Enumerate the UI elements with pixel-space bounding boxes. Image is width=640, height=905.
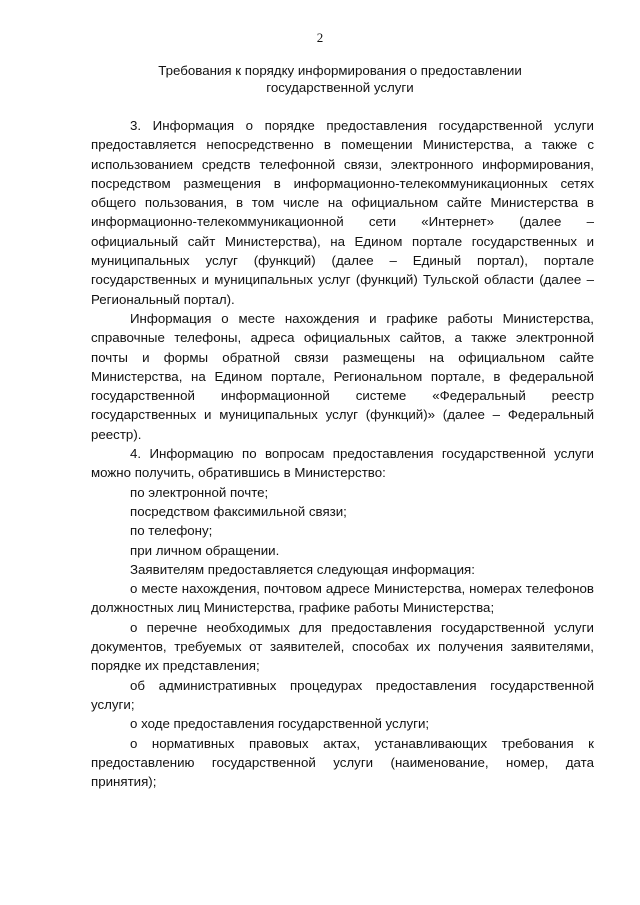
list-item-document-list: о перечне необходимых для предоставления государственной услуги документов, требуемых от заявителей, способах их получения заявителями, порядке их представления; bbox=[91, 619, 594, 674]
section-heading-line-2: государственной услуги bbox=[266, 80, 414, 95]
paragraph-info-intro: Заявителям предоставляется следующая информация: bbox=[130, 561, 475, 577]
list-item-legal-acts: о нормативных правовых актах, устанавливающих требования к предоставлению государственной услуги (наименование, номер, дата принятия); bbox=[91, 735, 594, 790]
list-item-location-address: о месте нахождения, почтовом адресе Министерства, номерах телефонов должностных лиц Министерства, графике работы Министерства; bbox=[91, 581, 594, 616]
list-item-admin-procedures: об административных процедурах предоставления государственной услуги; bbox=[91, 677, 594, 712]
paragraph-location-info: Информация о месте нахождения и графике работы Министерства, справочные телефоны, адреса официальных сайтов, а также электронной почты и формы обратной связи размещены на официальном сайте Министерства, на Едином портале, Региональном портале, в федеральной государственной информационной системе «Федеральный реестр государственных и муниципальных услуг (функций)» (далее – Федеральный реестр). bbox=[91, 310, 594, 442]
list-item-personal-visit: при личном обращении. bbox=[130, 542, 280, 558]
page-number: 2 bbox=[316, 30, 324, 45]
list-item-fax: посредством факсимильной связи; bbox=[130, 503, 347, 519]
paragraph-item-3: 3. Информация о порядке предоставления государственной услуги предоставляется непосредственно в помещении Министерства, а также с использованием средств телефонной связи, электронного информирования, посредством размещения в информационно-телекоммуникационных сетях общего пользования, в том числе на официальном сайте Министерства в информационно-телекоммуникационной сети «Интернет» (далее – официальный сайт Министерства), на Едином портале государственных и муниципальных услуг (функций) (далее – Единый портал), портале государственных и муниципальных услуг (функций) Тульской области (далее – Региональный портал). bbox=[91, 118, 594, 307]
section-heading bbox=[140, 62, 540, 96]
paragraph-item-4: 4. Информацию по вопросам предоставления государственной услуги можно получить, обратившись в Министерство: bbox=[91, 446, 594, 481]
list-item-phone: по телефону; bbox=[130, 523, 213, 539]
list-item-service-progress: о ходе предоставления государственной услуги; bbox=[130, 716, 430, 732]
section-heading-line-1: Требования к порядку информирования о предоставлении bbox=[158, 63, 522, 78]
document-body bbox=[91, 116, 594, 791]
list-item-email: по электронной почте; bbox=[130, 484, 269, 500]
